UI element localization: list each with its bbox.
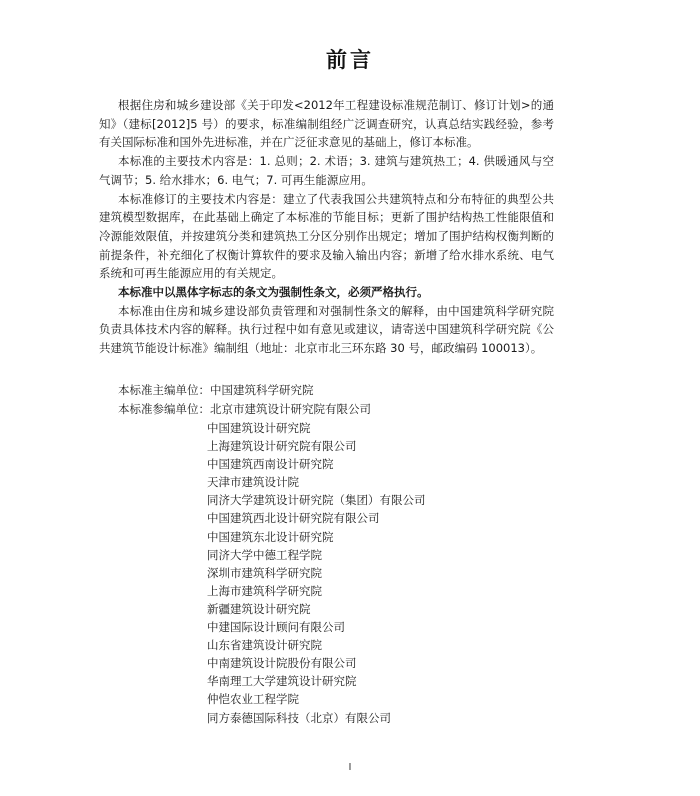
paragraph-mandatory-note: 本标准中以黑体字标志的条文为强制性条文，必须严格执行。 (118, 285, 429, 300)
chief-editor-line: 本标准主编单位：中国建筑科学研究院 (118, 383, 314, 397)
list-item: 新疆建筑设计研究院 (207, 601, 311, 616)
list-item: 中国建筑西北设计研究院有限公司 (207, 511, 380, 526)
page-number: I (348, 762, 352, 773)
list-item: 中建国际设计顾问有限公司 (207, 620, 345, 635)
participating-units-list (207, 419, 426, 727)
list-item: 中国建筑东北设计研究院 (207, 529, 334, 544)
list-item: 同方泰德国际科技（北京）有限公司 (207, 710, 391, 725)
list-item: 中南建筑设计院股份有限公司 (207, 656, 357, 671)
list-item: 同济大学建筑设计研究院（集团）有限公司 (207, 493, 426, 508)
page-title: 前言 (326, 48, 374, 72)
list-item: 中国建筑西南设计研究院 (207, 457, 334, 472)
participating-units-label: 本标准参编单位：北京市建筑设计研究院有限公司 (118, 402, 371, 416)
list-item: 上海市建筑科学研究院 (207, 583, 322, 598)
list-item: 上海建筑设计研究院有限公司 (207, 439, 357, 454)
list-item: 深圳市建筑科学研究院 (207, 565, 322, 580)
list-item: 仲恺农业工程学院 (207, 692, 299, 707)
preface-body (99, 96, 554, 358)
paragraph-revision-content: 本标准修订的主要技术内容是：建立了代表我国公共建筑特点和分布特征的典型公共建筑模型数据库，在此基础上确定了本标准的节能目标；更新了围护结构热工性能限值和冷源能效限值，并按建筑分类和建筑热工分区分别作出规定；增加了围护结构权衡判断的前提条件，补充细化了权衡计算软件的要求及输入输出内容；新增了给水排水系统、电气系统和可再生能源应用的有关规定。 (99, 191, 554, 281)
paragraph-basis: 根据住房和城乡建设部《关于印发<2012年工程建设标准规范制订、修订计划>的通知》（建标[2012]5 号）的要求，标准编制组经广泛调查研究，认真总结实践经验，参考有关国际标准和国外先进标准，并在广泛征求意见的基础上，修订本标准。 (99, 98, 554, 150)
list-item: 山东省建筑设计研究院 (207, 638, 322, 653)
list-item: 华南理工大学建筑设计研究院 (207, 674, 357, 689)
paragraph-main-content: 本标准的主要技术内容是：1. 总则；2. 术语；3. 建筑与建筑热工；4. 供暖通风与空气调节；5. 给水排水；6. 电气；7. 可再生能源应用。 (99, 154, 554, 187)
paragraph-management: 本标准由住房和城乡建设部负责管理和对强制性条文的解释，由中国建筑科学研究院负责具体技术内容的解释。执行过程中如有意见或建议，请寄送中国建筑科学研究院《公共建筑节能设计标准》编制组（地址：北京市北三环东路 30 号，邮政编码 100013）。 (99, 303, 554, 356)
list-item: 中国建筑设计研究院 (207, 421, 311, 435)
list-item: 同济大学中德工程学院 (207, 547, 322, 562)
list-item: 天津市建筑设计院 (207, 475, 299, 490)
